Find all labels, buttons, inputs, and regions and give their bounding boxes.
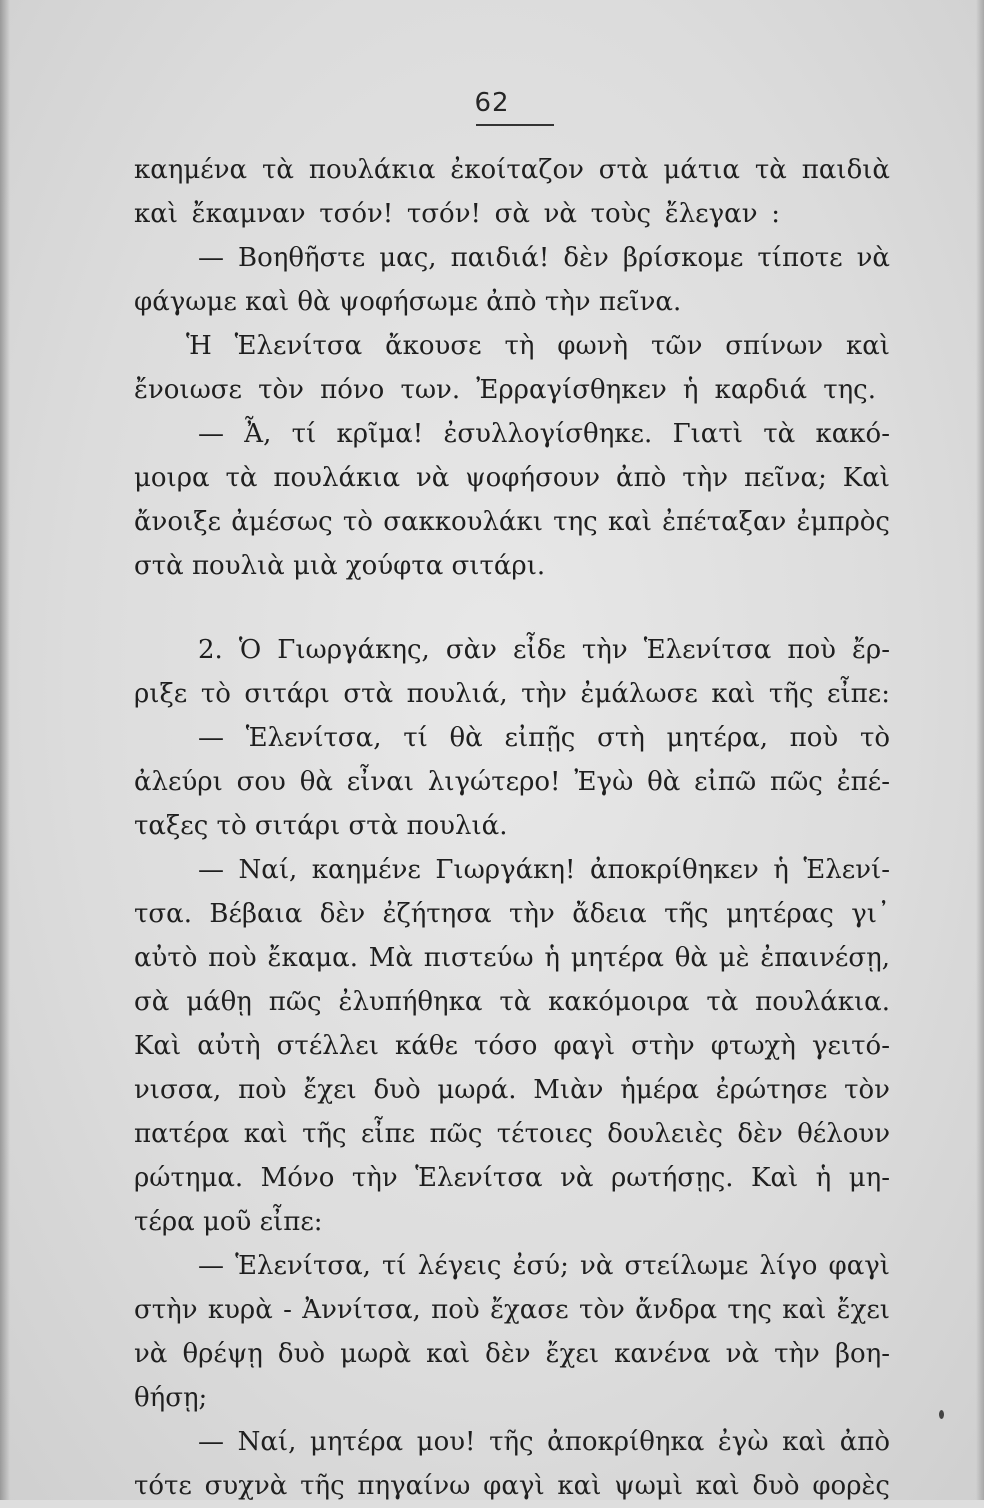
text-line: μοιρα τὰ πουλάκια νὰ ψοφήσουν ἀπὸ τὴν πεῖνα; Καὶ xyxy=(134,463,890,493)
text-line: ταξες τὸ σιτάρι στὰ πουλιά. xyxy=(134,811,508,841)
page-number: 62 xyxy=(474,88,510,118)
text-line: νὰ θρέψῃ δυὸ μωρὰ καὶ δὲν ἔχει κανένα νὰ τὴν βοη- xyxy=(134,1339,890,1369)
text-line: ρώτημα. Μόνο τὴν Ἑλενίτσα νὰ ρωτήσῃς. Καὶ ἡ μη- xyxy=(134,1163,890,1193)
page-text xyxy=(134,148,890,1508)
text-line: καημένα τὰ πουλάκια ἐκοίταζον στὰ μάτια τὰ παιδιὰ xyxy=(134,155,890,185)
text-line: 2. Ὁ Γιωργάκης, σὰν εἶδε τὴν Ἑλενίτσα ποὺ ἔρ- xyxy=(198,635,890,665)
text-line: στὴν κυρὰ - Ἀννίτσα, ποὺ ἔχασε τὸν ἄνδρα της καὶ ἔχει xyxy=(134,1295,890,1325)
text-line: ριξε τὸ σιτάρι στὰ πουλιά, τὴν ἐμάλωσε καὶ τῆς εἶπε: xyxy=(134,679,890,709)
text-line: καὶ ἔκαμναν τσόν! τσόν! σὰ νὰ τοὺς ἔλεγαν : xyxy=(134,199,780,229)
text-line: — Ναί, καημένε Γιωργάκη! ἀποκρίθηκεν ἡ Ἑλενί- xyxy=(198,855,890,885)
text-line: ἔνοιωσε τὸν πόνο των. Ἐρραγίσθηκεν ἡ καρδιά της. xyxy=(134,375,876,405)
text-line: τότε συχνὰ τῆς πηγαίνω φαγὶ καὶ ψωμὶ καὶ δυὸ φορὲς xyxy=(134,1471,890,1501)
paragraph-gap xyxy=(134,588,890,628)
page-number-underline xyxy=(476,124,554,126)
text-line: — Ἆ, τί κρῖμα! ἐσυλλογίσθηκε. Γιατὶ τὰ κακό- xyxy=(198,419,890,449)
text-line: τέρα μοῦ εἶπε: xyxy=(134,1207,323,1237)
text-line: πατέρα καὶ τῆς εἶπε πῶς τέτοιες δουλειὲς δὲν θέλουν xyxy=(134,1119,890,1149)
text-line: — Ναί, μητέρα μου! τῆς ἀποκρίθηκα ἐγὼ καὶ ἀπὸ xyxy=(198,1427,890,1457)
text-line: στὰ πουλιὰ μιὰ χούφτα σιτάρι. xyxy=(134,551,546,581)
text-line: νισσα, ποὺ ἔχει δυὸ μωρά. Μιὰν ἡμέρα ἐρώτησε τὸν xyxy=(134,1075,890,1105)
ink-speck xyxy=(939,1410,944,1419)
text-line: θήσῃ; xyxy=(134,1383,208,1413)
text-line: — Βοηθῆστε μας, παιδιά! δὲν βρίσκομε τίποτε νὰ xyxy=(198,243,890,273)
text-line: Ἡ Ἑλενίτσα ἄκουσε τὴ φωνὴ τῶν σπίνων καὶ xyxy=(186,331,890,361)
text-line: Καὶ αὐτὴ στέλλει κάθε τόσο φαγὶ στὴν φτωχὴ γειτό- xyxy=(134,1031,890,1061)
text-line: φάγωμε καὶ θὰ ψοφήσωμε ἀπὸ τὴν πεῖνα. xyxy=(134,287,682,317)
text-line: τσα. Βέβαια δὲν ἐζήτησα τὴν ἄδεια τῆς μητέρας γι᾽ xyxy=(134,899,890,929)
text-line: — Ἑλενίτσα, τί λέγεις ἐσύ; νὰ στείλωμε λίγο φαγὶ xyxy=(198,1251,890,1281)
text-line: σὰ μάθῃ πῶς ἐλυπήθηκα τὰ κακόμοιρα τὰ πουλάκια. xyxy=(134,987,890,1017)
text-line: ἀλεύρι σου θὰ εἶναι λιγώτερο! Ἐγὼ θὰ εἰπῶ πῶς ἐπέ- xyxy=(134,767,890,797)
text-line: αὐτὸ ποὺ ἔκαμα. Μὰ πιστεύω ἡ μητέρα θὰ μὲ ἐπαινέσῃ, xyxy=(134,943,890,973)
text-line: — Ἑλενίτσα, τί θὰ εἰπῇς στὴ μητέρα, ποὺ τὸ xyxy=(198,723,890,753)
text-line: ἄνοιξε ἀμέσως τὸ σακκουλάκι της καὶ ἐπέταξαν ἐμπρὸς xyxy=(134,507,890,537)
